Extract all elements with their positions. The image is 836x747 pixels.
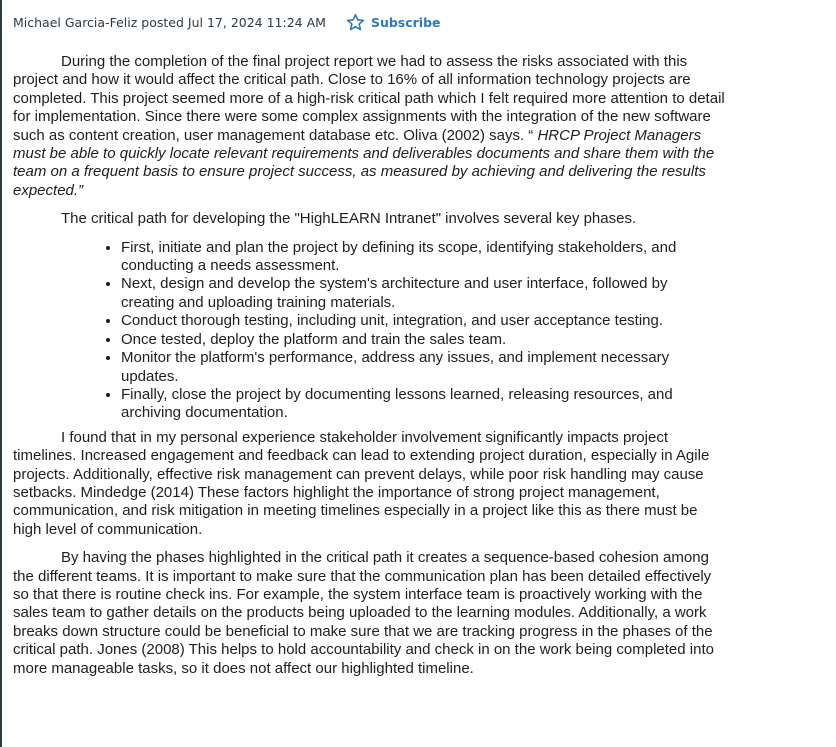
list-item: • Monitor the platform's performance, address any issues, and implement necessary updates. — [121, 349, 725, 386]
paragraph-2: The critical path for developing the "HighLEARN Intranet" involves several key phases. — [61, 210, 637, 228]
paragraph-1-quote: HRCP Project Managers must be able to quickly locate relevant requirements and deliverables documents and share them with the team on a frequent basis to ensure project success, as measured by achieving and delivering the results expected.” — [13, 126, 715, 199]
post-date: Jul 17, 2024 11:24 AM — [187, 14, 326, 30]
paragraph-1-text: During the completion of the final project report we had to assess the risks associated with this project and how it would affect the critical path. Close to 16% of all information technology projects are completed. This project seemed more of a high-risk critical path which I felt required more attention to detail for implementation. Since there were some complex assignments with the integration of the new software such as content creation, user management database etc. Oliva (2002) says. “ — [13, 53, 725, 144]
star-outline-icon — [346, 13, 365, 32]
list-item: • Conduct thorough testing, including unit, integration, and user acceptance testing. — [121, 312, 725, 330]
posted-label: posted — [141, 14, 184, 30]
post-body — [13, 53, 725, 688]
paragraph-3: I found that in my personal experience stakeholder involvement significantly impacts project timelines. Increased engagement and feedback can lead to extending project duration, especially in Agile projects. Additionally, effective risk management can prevent delays, while poor risk handling may cause setbacks. Mindedge (2014) These factors highlight the importance of strong project management, communication, and risk mitigation in meeting timelines especially in a project like this as there must be high level of communication. — [13, 428, 710, 538]
subscribe-button[interactable] — [346, 13, 441, 32]
list-item: • Next, design and develop the system's architecture and user interface, followed by creating and uploading training materials. — [121, 275, 725, 312]
post-header — [13, 12, 441, 32]
subscribe-label: Subscribe — [370, 14, 441, 30]
list-item: • Finally, close the project by documenting lessons learned, releasing resources, and archiving documentation. — [121, 386, 725, 423]
list-item: • Once tested, deploy the platform and train the sales team. — [121, 331, 725, 349]
author-name[interactable]: Michael Garcia-Feliz — [13, 14, 138, 30]
list-item: • First, initiate and plan the project by defining its scope, identifying stakeholders, and conducting a needs assessment. — [121, 239, 725, 276]
paragraph-4: By having the phases highlighted in the critical path it creates a sequence-based cohesion among the different teams. It is important to make sure that the communication plan has been detailed effectively so that there is routine check ins. For example, the system interface team is proactively working with the sales team to gather details on the products being uploaded to the learning modules. Additionally, a work breaks down structure could be beneficial to make sure that we are tracking progress in the phases of the critical path. Jones (2008) This helps to hold accountability and check in on the work being completed into more manageable tasks, so it does not affect our highlighted timeline. — [13, 549, 714, 677]
phases-list — [13, 239, 725, 423]
paragraph-1 — [13, 53, 725, 200]
